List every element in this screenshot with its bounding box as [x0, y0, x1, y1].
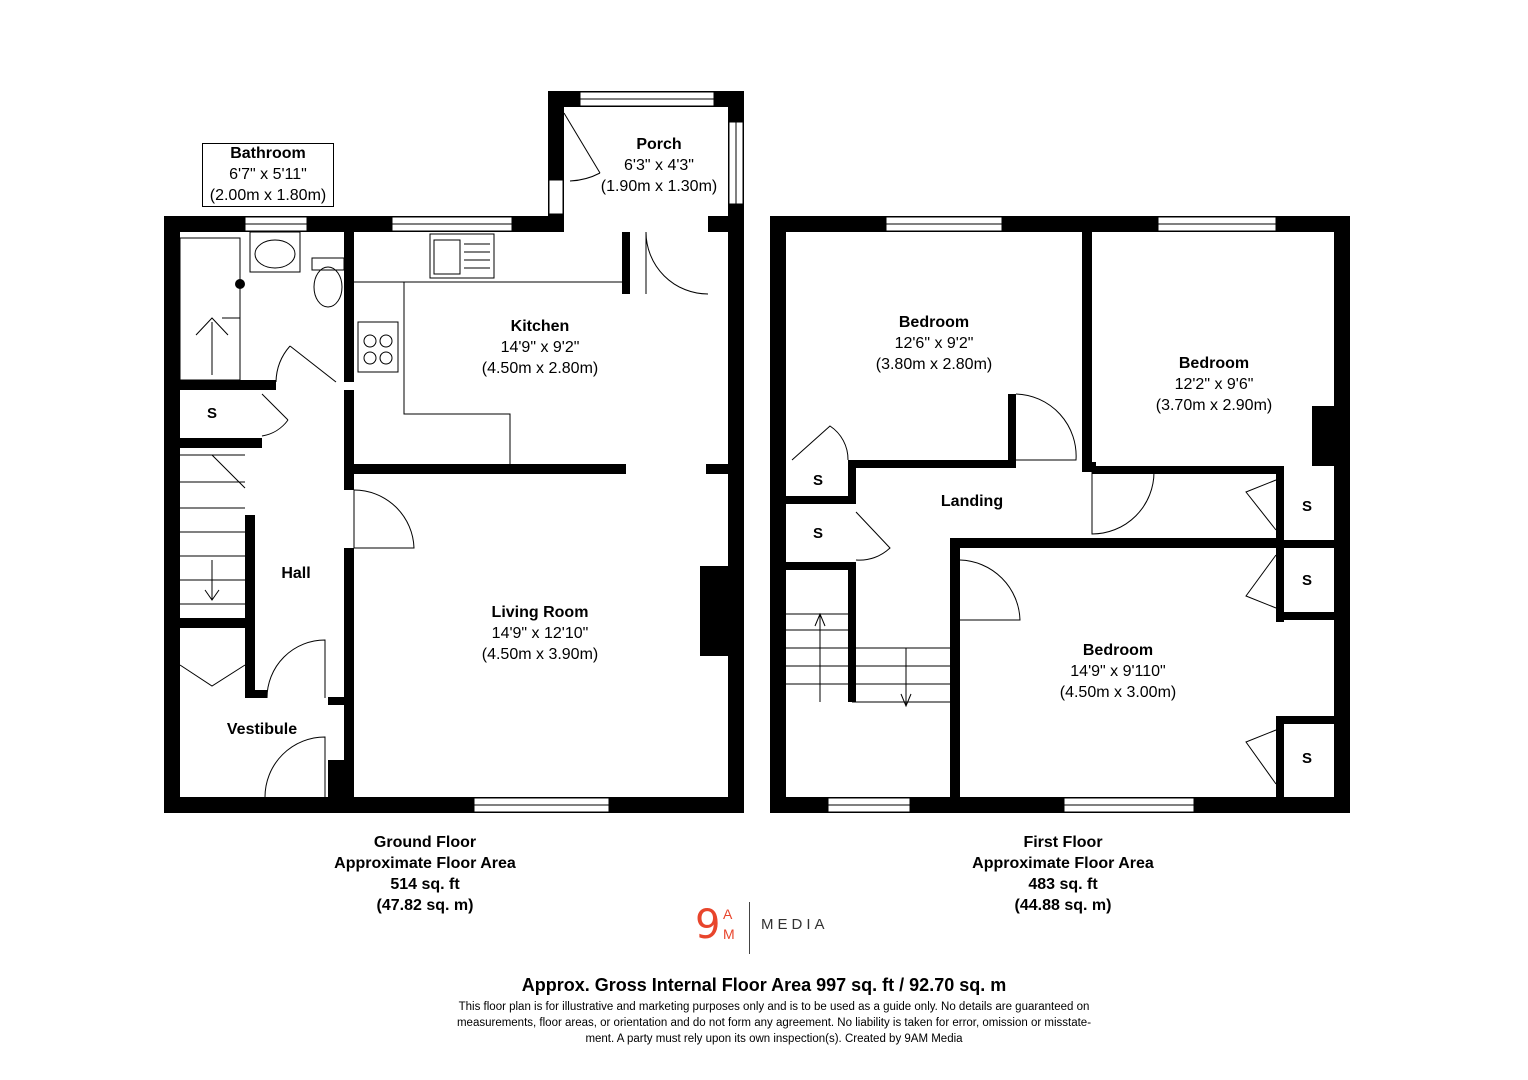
kitchen-name: Kitchen: [510, 318, 570, 335]
storage-label-first-4: S: [1302, 572, 1313, 589]
hall-name: Hall: [281, 565, 311, 582]
first-floor-windows: [828, 217, 1276, 812]
bathroom-imperial: 6'7" x 5'11": [229, 166, 307, 183]
ground-floor-area-sqm: (47.82 sq. m): [376, 897, 474, 914]
first-floor-area-sqm: (44.88 sq. m): [1014, 897, 1112, 914]
first-floor-area-label: Approximate Floor Area: [972, 855, 1154, 872]
porch-label: [594, 134, 724, 197]
bedroom2-metric: (3.70m x 2.90m): [1155, 397, 1273, 414]
disclaimer-line-1: This floor plan is for illustrative and marketing purposes only and is to be used as a guide only. No details are guaranteed on: [458, 1001, 1090, 1013]
first-floor-title: First Floor: [1023, 834, 1103, 851]
kitchen-metric: (4.50m x 2.80m): [481, 360, 599, 377]
bathroom-metric: (2.00m x 1.80m): [209, 187, 327, 204]
ground-floor-title: Ground Floor: [373, 834, 477, 851]
bedroom1-imperial: 12'6" x 9'2": [894, 335, 974, 352]
logo-am: [723, 904, 736, 944]
logo-divider: [749, 902, 750, 954]
bedroom3-metric: (4.50m x 3.00m): [1059, 684, 1177, 701]
living-room-imperial: 14'9" x 12'10": [491, 625, 589, 642]
ground-floor-area-sqft: 514 sq. ft: [390, 876, 460, 893]
logo-a: A: [723, 906, 734, 922]
storage-label-first-2: S: [813, 525, 824, 542]
logo-nine: 9: [695, 902, 721, 948]
first-floor-stairs: [786, 614, 950, 706]
landing-label: [922, 491, 1022, 512]
disclaimer-line-2: measurements, floor areas, or orientation and do not form any agreement. No liability is taken for error, omission or misstate-: [456, 1017, 1092, 1029]
bedroom2-label: [1144, 353, 1284, 416]
living-room-label: [470, 602, 610, 665]
bedroom2-name: Bedroom: [1178, 355, 1250, 372]
vestibule-label: [212, 719, 312, 740]
kitchen-imperial: 14'9" x 9'2": [500, 339, 580, 356]
bathroom-name: Bathroom: [230, 145, 306, 162]
storage-label-ground: S: [207, 405, 218, 422]
disclaimer-line-3: ment. A party must rely upon its own inspection(s). Created by 9AM Media: [585, 1033, 963, 1045]
disclaimer: [414, 999, 1134, 1047]
logo-m: M: [723, 926, 736, 942]
kitchen-label: [470, 316, 610, 379]
hall-label: [266, 563, 326, 584]
landing-name: Landing: [940, 493, 1004, 510]
first-floor-doors: [792, 394, 1276, 784]
gross-internal-area: Approx. Gross Internal Floor Area 997 sq. ft / 92.70 sq. m: [521, 975, 1007, 995]
bedroom3-label: [1048, 640, 1188, 703]
bedroom1-label: [864, 312, 1004, 375]
ground-floor-caption: [315, 832, 535, 916]
ground-floor-area-label: Approximate Floor Area: [334, 855, 516, 872]
porch-metric: (1.90m x 1.30m): [600, 178, 718, 195]
first-floor-caption: [953, 832, 1173, 916]
storage-label-first-3: S: [1302, 498, 1313, 515]
porch-name: Porch: [636, 136, 682, 153]
living-room-name: Living Room: [491, 604, 589, 621]
bedroom1-name: Bedroom: [898, 314, 970, 331]
storage-label-first-5: S: [1302, 750, 1313, 767]
vestibule-name: Vestibule: [226, 721, 298, 738]
bathroom-label: [202, 143, 334, 206]
porch-imperial: 6'3" x 4'3": [624, 157, 694, 174]
bedroom2-imperial: 12'2" x 9'6": [1174, 376, 1254, 393]
first-floor-area-sqft: 483 sq. ft: [1028, 876, 1098, 893]
bedroom3-imperial: 14'9" x 9'110": [1070, 663, 1166, 680]
storage-label-first-1: S: [813, 472, 824, 489]
first-floor-walls: [770, 216, 1350, 813]
bedroom1-metric: (3.80m x 2.80m): [875, 356, 993, 373]
bedroom3-name: Bedroom: [1082, 642, 1154, 659]
living-room-metric: (4.50m x 3.90m): [481, 646, 599, 663]
logo-media: MEDIA: [761, 916, 829, 933]
